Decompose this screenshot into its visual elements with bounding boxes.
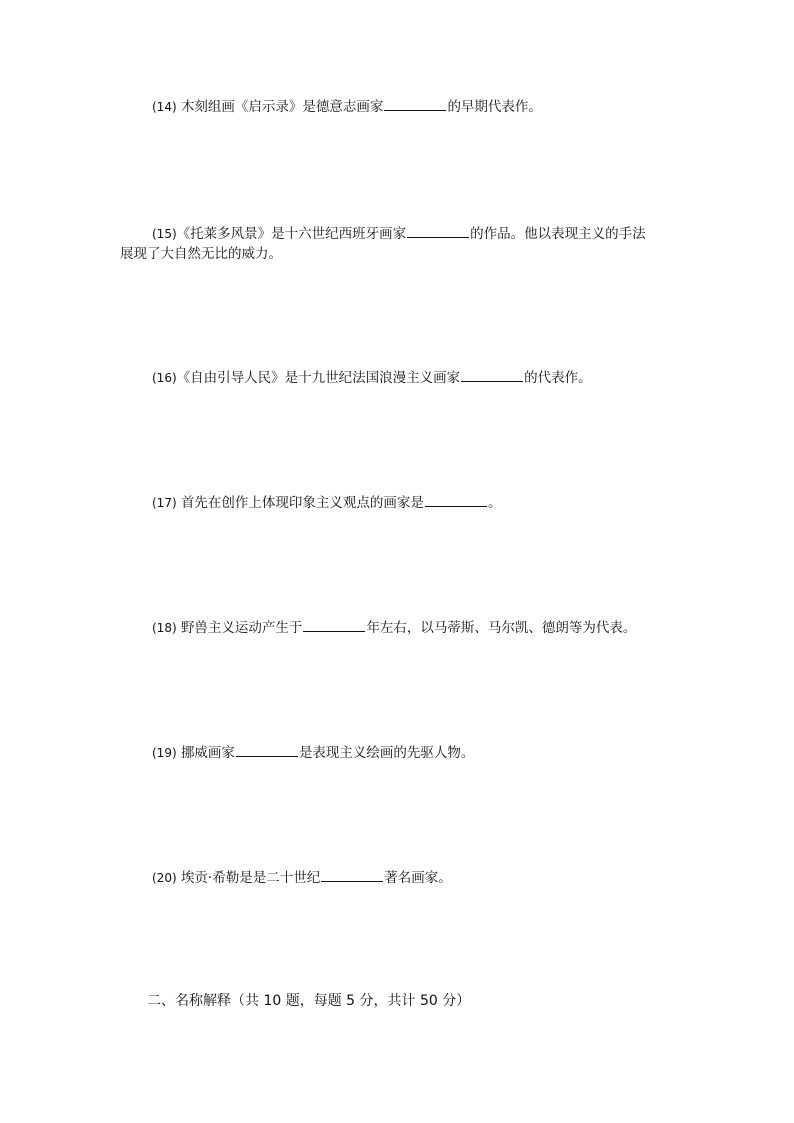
question-18 — [152, 618, 636, 638]
question-text-before: 《托莱多风景》是十六世纪西班牙画家 — [176, 226, 407, 242]
question-20 — [152, 868, 452, 888]
question-text-after: 著名画家。 — [384, 870, 452, 886]
question-text-before: 野兽主义运动产生于 — [180, 620, 303, 636]
answer-blank — [321, 868, 383, 882]
answer-blank — [384, 97, 446, 111]
question-17 — [152, 493, 501, 513]
question-15-continuation — [120, 244, 282, 264]
question-text-before: 木刻组画《启示录》是德意志画家 — [180, 99, 384, 115]
question-text-after: 。 — [487, 495, 502, 511]
question-text-after: 的作品。他以表现主义的手法 — [470, 226, 646, 242]
question-number: (14) — [152, 100, 177, 114]
question-number: (20) — [152, 871, 177, 885]
question-text-line2: 展现了大自然无比的威力。 — [120, 246, 282, 262]
answer-blank — [425, 493, 487, 507]
question-number: (16) — [152, 371, 177, 385]
question-number: (15) — [152, 227, 177, 241]
question-number: (19) — [152, 746, 177, 760]
answer-blank — [461, 368, 523, 382]
answer-blank — [303, 618, 365, 632]
answer-blank — [407, 224, 469, 238]
question-16 — [152, 368, 592, 388]
question-text-before: 《自由引导人民》是十九世纪法国浪漫主义画家 — [176, 370, 461, 386]
question-text-after: 的早期代表作。 — [447, 99, 542, 115]
question-14 — [152, 97, 542, 117]
question-text-after: 是表现主义绘画的先驱人物。 — [298, 745, 475, 761]
question-19 — [152, 743, 474, 763]
question-number: (17) — [152, 496, 177, 510]
question-text-before: 挪威画家 — [180, 745, 235, 761]
question-number: (18) — [152, 621, 177, 635]
section-heading: 二、名称解释（共 10 题，每题 5 分，共计 50 分） — [147, 993, 471, 1009]
answer-blank — [236, 743, 298, 757]
question-text-before: 首先在创作上体现印象主义观点的画家是 — [180, 495, 424, 511]
question-text-after: 的代表作。 — [524, 370, 592, 386]
question-15 — [152, 224, 646, 244]
question-text-before: 埃贡·希勒是是二十世纪 — [180, 870, 321, 886]
question-text-after: 年左右，以马蒂斯、马尔凯、德朗等为代表。 — [366, 620, 637, 636]
